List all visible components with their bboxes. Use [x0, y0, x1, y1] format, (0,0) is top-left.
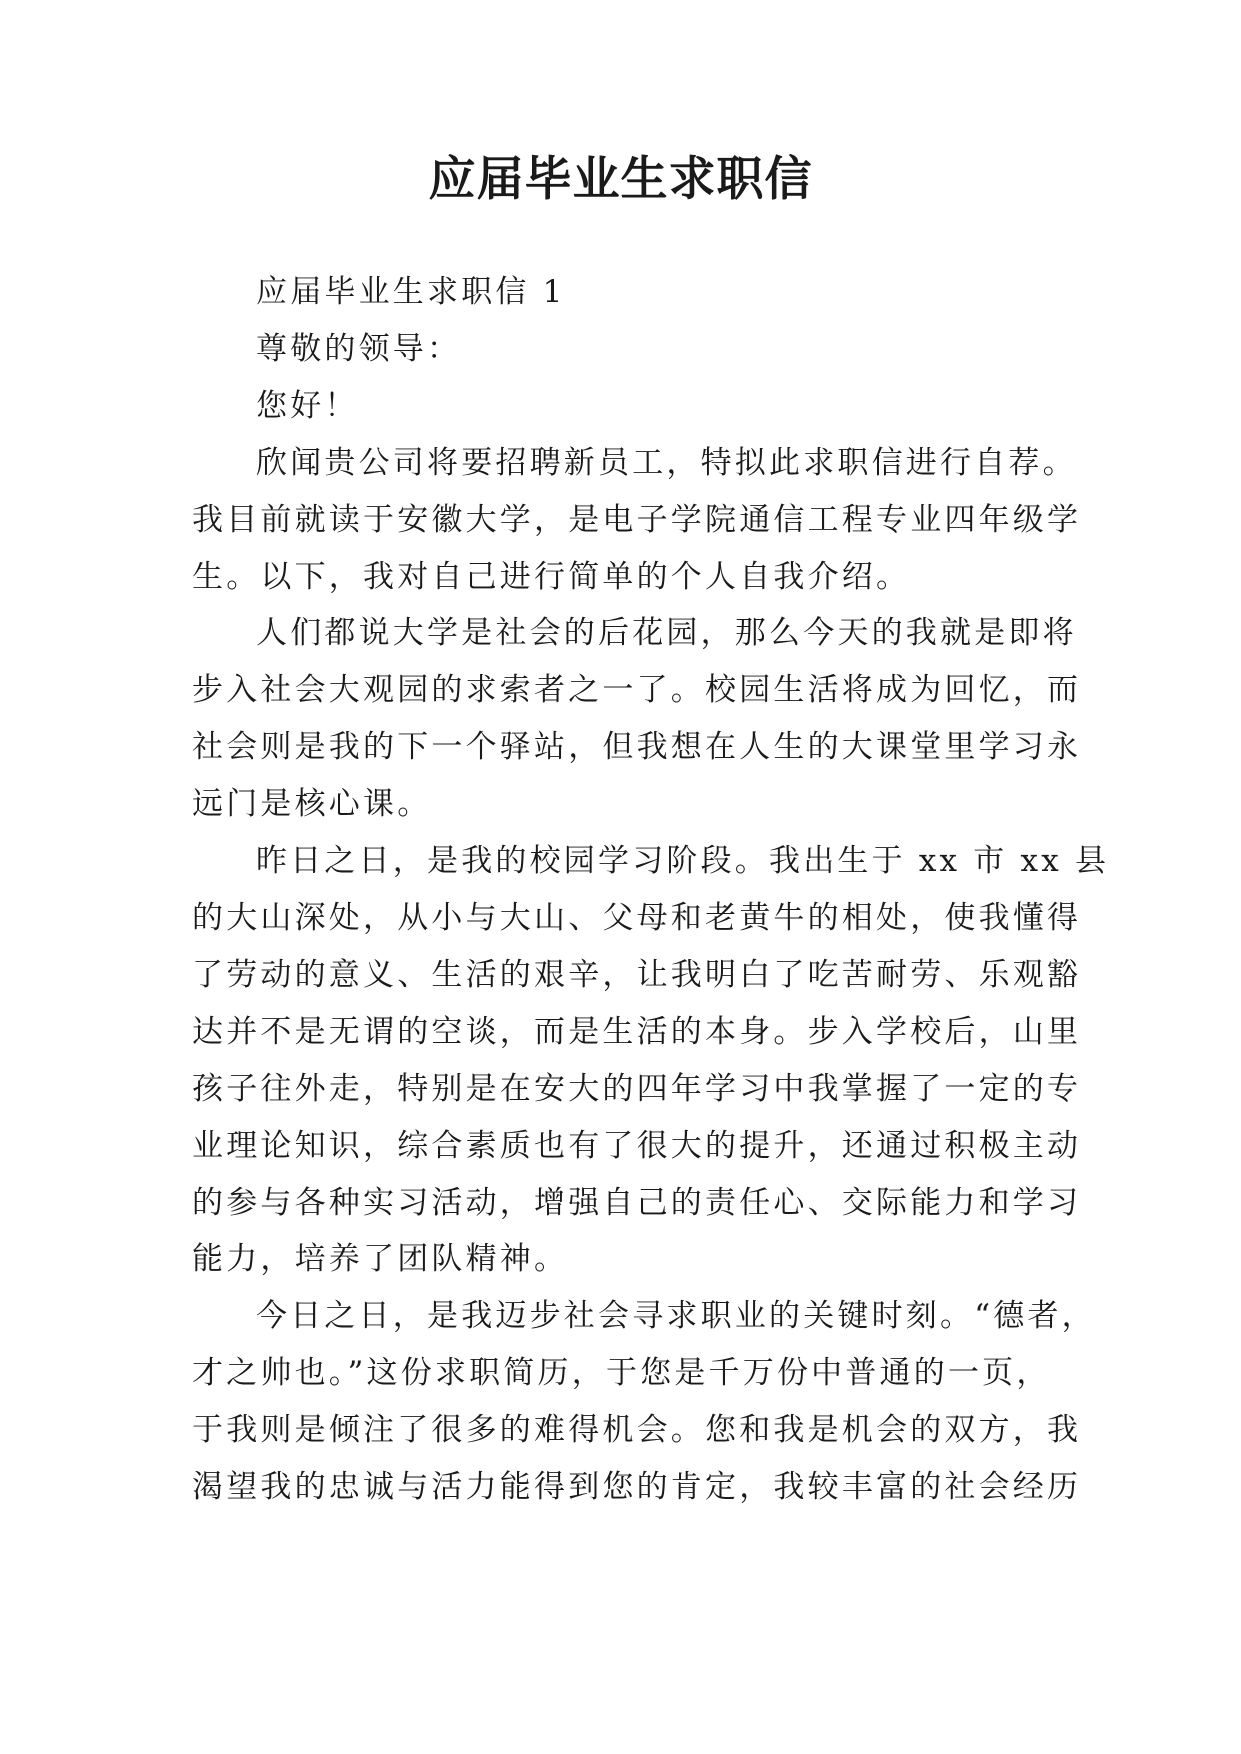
- text-line: 远门是核心课。: [192, 786, 432, 823]
- text-line: 了劳动的意义、生活的艰辛，让我明白了吃苦耐劳、乐观豁: [192, 956, 1082, 993]
- text-line: 欣闻贵公司将要招聘新员工，特拟此求职信进行自荐。: [256, 444, 1077, 481]
- paragraph: [192, 605, 1082, 833]
- paragraph: [192, 833, 1110, 1288]
- paragraph: [192, 435, 1082, 606]
- text-line: 生。以下，我对自己进行简单的个人自我介绍。: [192, 558, 911, 595]
- paragraph: [192, 1288, 1096, 1516]
- document-title: 应届毕业生求职信: [428, 152, 813, 207]
- text-line: 应届毕业生求职信 1: [256, 274, 566, 310]
- text-line: 社会则是我的下一个驿站，但我想在人生的大课堂里学习永: [192, 729, 1082, 766]
- text-line: 业理论知识，综合素质也有了很大的提升，还通过积极主动: [192, 1127, 1082, 1164]
- text-line: 达并不是无谓的空谈，而是生活的本身。步入学校后，山里: [192, 1013, 1082, 1050]
- text-line: 的大山深处，从小与大山、父母和老黄牛的相处，使我懂得: [192, 899, 1082, 936]
- text-line: 于我则是倾注了很多的难得机会。您和我是机会的双方，我: [192, 1412, 1082, 1449]
- text-line: 我目前就读于安徽大学，是电子学院通信工程专业四年级学: [192, 501, 1082, 538]
- text-line: 能力，培养了团队精神。: [192, 1241, 569, 1278]
- text-line: 今日之日，是我迈步社会寻求职业的关键时刻。“德者，: [256, 1298, 1096, 1335]
- text-line: 尊敬的领导：: [256, 330, 462, 367]
- text-line: 人们都说大学是社会的后花园，那么今天的我就是即将: [256, 615, 1077, 652]
- paragraph: [192, 378, 1072, 435]
- paragraph: [192, 264, 1072, 321]
- document-body: [192, 264, 1110, 1516]
- text-line: 才之帅也。”这份求职简历，于您是千万份中普通的一页，: [192, 1355, 1051, 1392]
- text-line: 您好！: [256, 387, 359, 424]
- text-line: 孩子往外走，特别是在安大的四年学习中我掌握了一定的专: [192, 1070, 1082, 1107]
- text-line: 渴望我的忠诚与活力能得到您的肯定，我较丰富的社会经历: [192, 1469, 1082, 1506]
- text-line: 昨日之日，是我的校园学习阶段。我出生于 xx 市 xx 县: [256, 843, 1110, 880]
- text-line: 步入社会大观园的求索者之一了。校园生活将成为回忆，而: [192, 672, 1082, 709]
- paragraph: [192, 321, 1072, 378]
- text-line: 的参与各种实习活动，增强自己的责任心、交际能力和学习: [192, 1184, 1082, 1221]
